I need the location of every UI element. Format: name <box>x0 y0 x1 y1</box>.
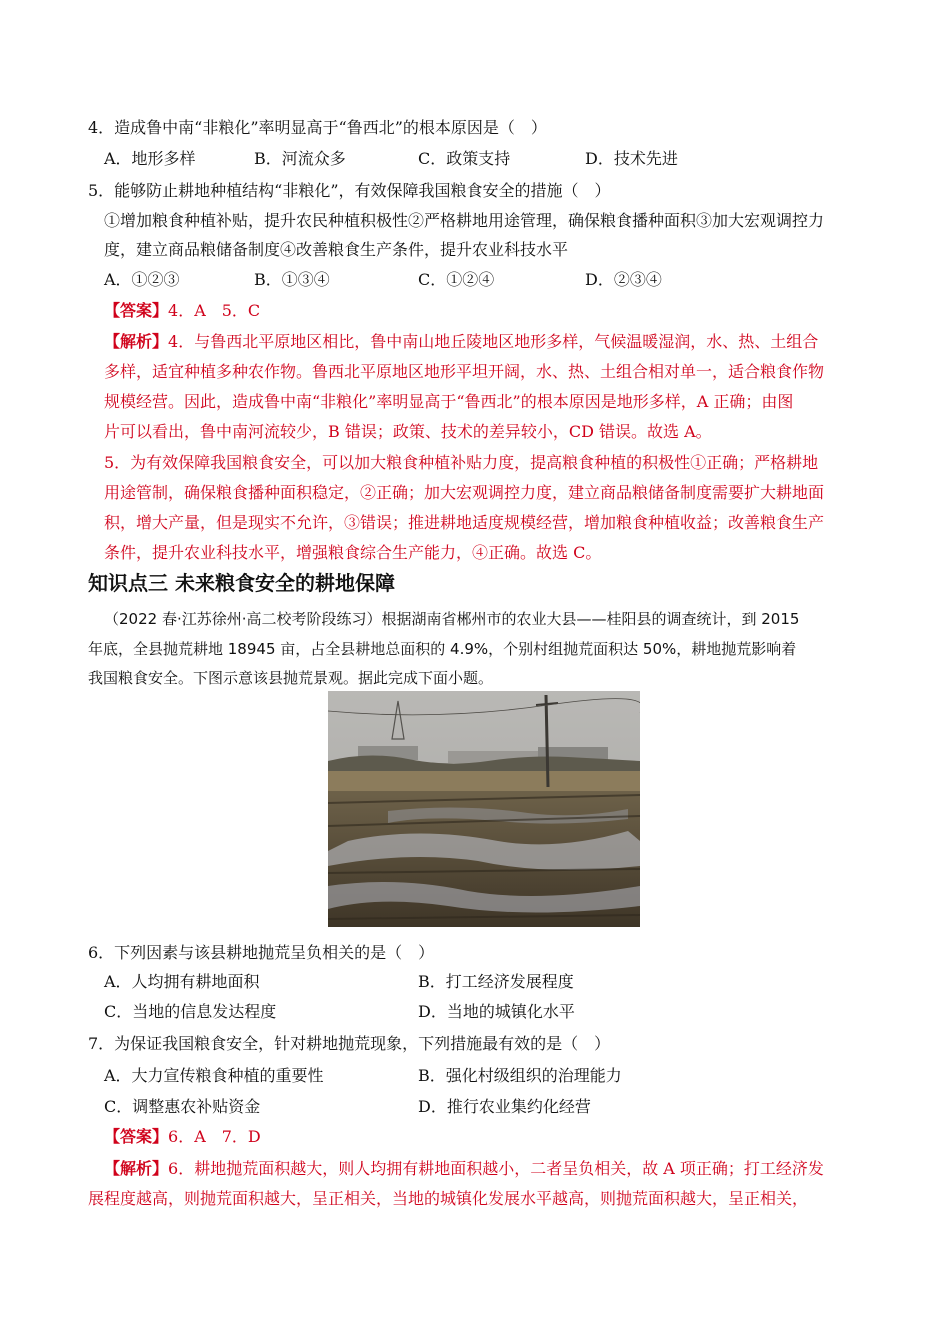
explanation-line: 片可以看出，鲁中南河流较少，B 错误；政策、技术的差异较小，CD 错误。故选 A。 <box>104 422 712 441</box>
q5-option-d: D．②③④ <box>585 270 662 289</box>
abandoned-farmland-photo <box>328 691 640 927</box>
q7-option-b: B．强化村级组织的治理能力 <box>418 1066 622 1085</box>
q5-option-b: B．①③④ <box>254 270 330 289</box>
q6-stem: 6．下列因素与该县耕地抛荒呈负相关的是（ ） <box>88 943 435 962</box>
q4-option-b: B．河流众多 <box>254 149 346 168</box>
answer-block-1 <box>104 301 260 321</box>
intro-line: 我国粮食安全。下图示意该县抛荒景观。据此完成下面小题。 <box>88 669 494 687</box>
explanation-tag: 【解析】 <box>104 1159 169 1178</box>
q6-option-c: C．当地的信息发达程度 <box>104 1002 277 1021</box>
q7-option-d: D．推行农业集约化经营 <box>418 1097 591 1116</box>
q6-option-a: A．人均拥有耕地面积 <box>104 972 260 991</box>
explanation-line: 5．为有效保障我国粮食安全，可以加大粮食种植补贴力度，提高粮食种植的积极性①正确；严格耕地 <box>104 453 819 472</box>
q6-option-d: D．当地的城镇化水平 <box>418 1002 575 1021</box>
q5-stem: 5．能够防止耕地种植结构“非粮化”，有效保障我国粮食安全的措施（ ） <box>88 181 611 200</box>
q5-detail-line-2: 度，建立商品粮储备制度④改善粮食生产条件，提升农业科技水平 <box>104 240 569 259</box>
q4-stem: 4．造成鲁中南“非粮化”率明显高于“鲁西北”的根本原因是（ ） <box>88 118 547 137</box>
explanation-tag: 【解析】 <box>104 332 169 351</box>
answer-text: 6．A 7．D <box>168 1127 261 1146</box>
explanation-line <box>104 332 818 352</box>
explanation-line: 多样，适宜种植多种农作物。鲁西北平原地区地形平坦开阔，水、热、土组合相对单一，适合粮食作物 <box>104 362 825 381</box>
answer-tag: 【答案】 <box>104 1127 169 1146</box>
intro-line: 年底，全县抛荒耕地 18945 亩，占全县耕地总面积的 4.9%，个别村组抛荒面积达 50%，耕地抛荒影响着 <box>88 640 797 658</box>
q4-option-c: C．政策支持 <box>418 149 511 168</box>
explanation-line: 条件，提升农业科技水平，增强粮食综合生产能力，④正确。故选 C。 <box>104 543 602 562</box>
q6-option-b: B．打工经济发展程度 <box>418 972 574 991</box>
q4-option-a: A．地形多样 <box>104 149 196 168</box>
answer-tag: 【答案】 <box>104 301 169 320</box>
q7-stem: 7．为保证我国粮食安全，针对耕地抛荒现象，下列措施最有效的是（ ） <box>88 1034 611 1053</box>
explanation-line: 积，增大产量，但是现实不允许，③错误；推进耕地适度规模经营，增加粮食种植收益；改善粮食生产 <box>104 513 825 532</box>
q7-option-c: C．调整惠农补贴资金 <box>104 1097 261 1116</box>
explanation-line: 用途管制，确保粮食播种面积稳定，②正确；加大宏观调控力度，建立商品粮储备制度需要扩大耕地面 <box>104 483 825 502</box>
explanation-text: 4．与鲁西北平原地区相比，鲁中南山地丘陵地区地形多样，气候温暖湿润，水、热、土组合 <box>168 332 819 351</box>
intro-line: （2022 春·江苏徐州·高二校考阶段练习）根据湖南省郴州市的农业大县——桂阳县的调查统计，到 2015 <box>104 610 800 628</box>
explanation-line: 规模经营。因此，造成鲁中南“非粮化”率明显高于“鲁西北”的根本原因是地形多样，A 正确；由图 <box>104 392 794 411</box>
answer-block-2 <box>104 1127 261 1147</box>
explanation-line: 展程度越高，则抛荒面积越大，呈正相关，当地的城镇化发展水平越高，则抛荒面积越大，呈正相关， <box>88 1189 809 1208</box>
q5-detail-line-1: ①增加粮食种植补贴，提升农民种植积极性②严格耕地用途管理，确保粮食播种面积③加大宏观调控力 <box>104 211 825 230</box>
q5-option-a: A．①②③ <box>104 270 180 289</box>
explanation-text: 6．耕地抛荒面积越大，则人均拥有耕地面积越小，二者呈负相关，故 A 项正确；打工经济发 <box>168 1159 824 1178</box>
q4-option-d: D．技术先进 <box>585 149 678 168</box>
q7-option-a: A．大力宣传粮食种植的重要性 <box>104 1066 324 1085</box>
q5-option-c: C．①②④ <box>418 270 495 289</box>
section-heading: 知识点三 未来粮食安全的耕地保障 <box>88 571 395 595</box>
explanation-line <box>104 1159 824 1179</box>
answer-text: 4．A 5．C <box>168 301 261 320</box>
